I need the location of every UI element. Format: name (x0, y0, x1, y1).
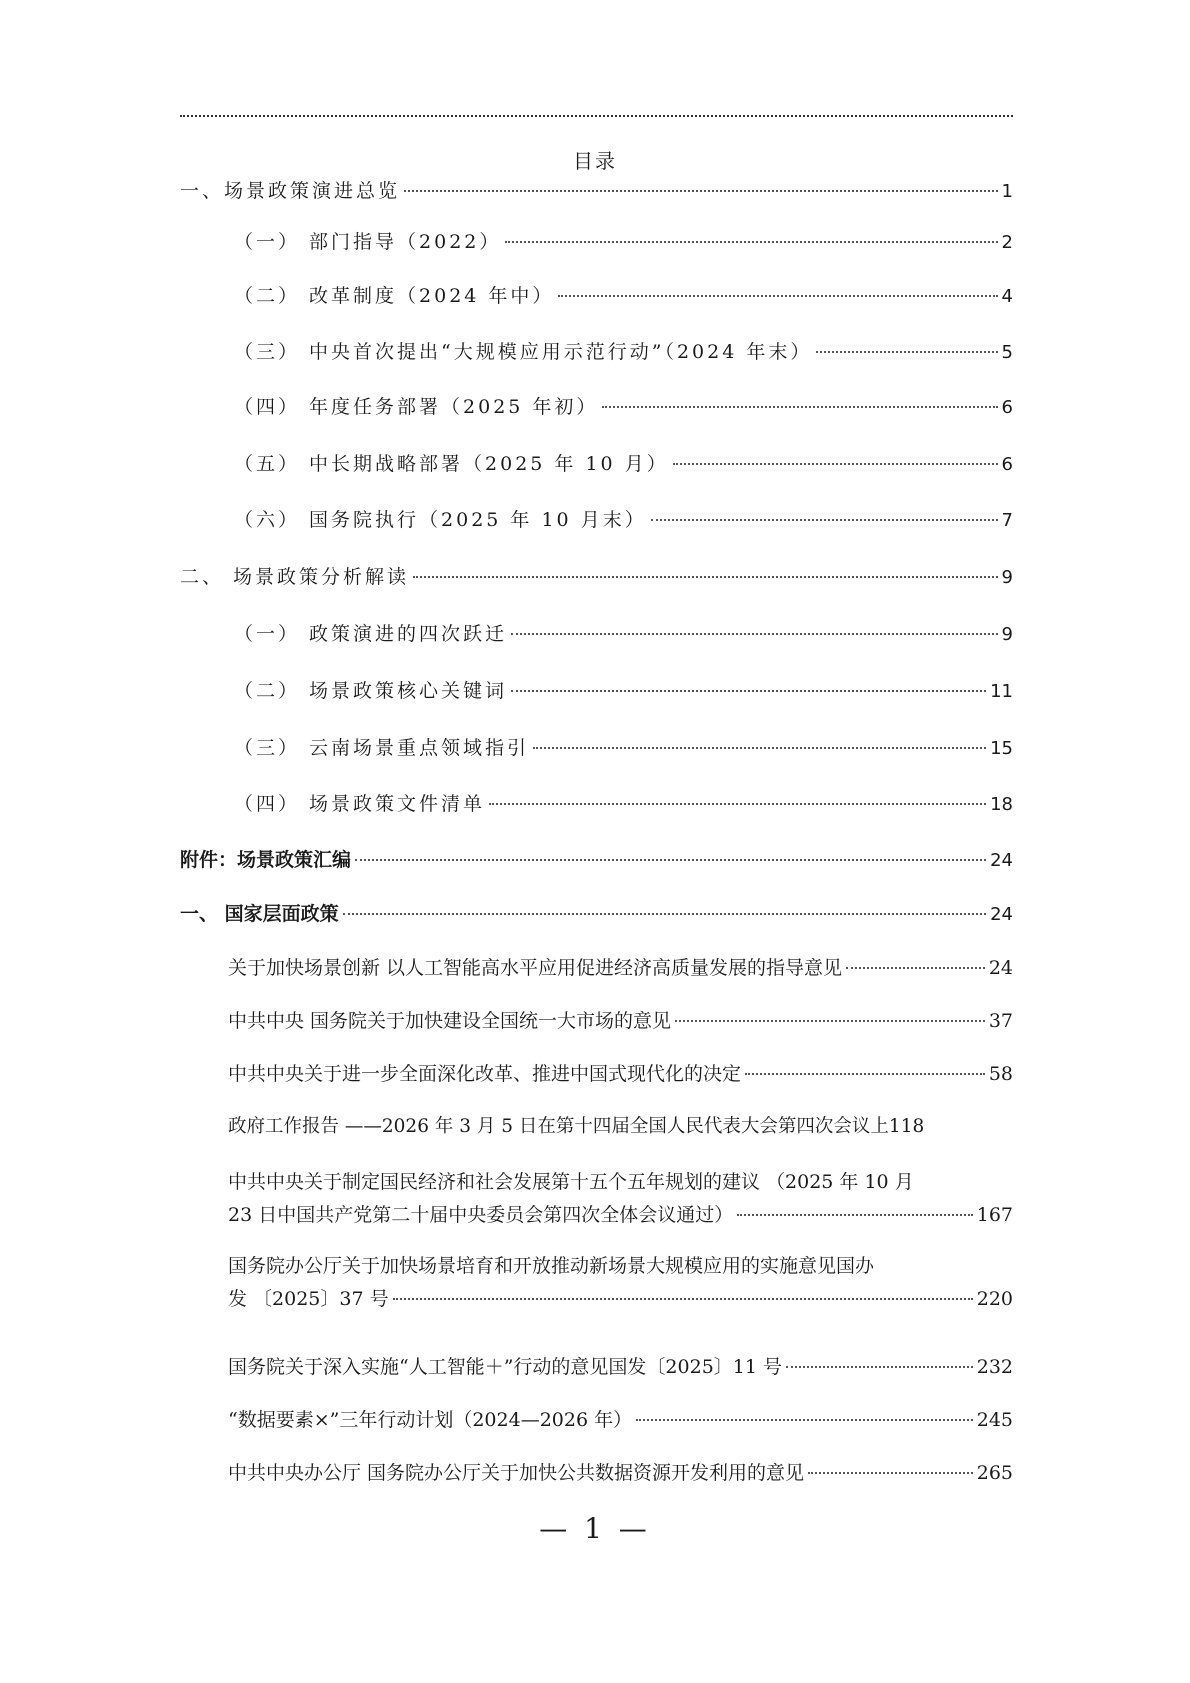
dot-leader (355, 859, 986, 861)
toc-entry-page: 232 (976, 1356, 1013, 1378)
toc-entry[interactable] (234, 733, 1013, 761)
toc-entry-label: （二） 场景政策核心关键词 (234, 680, 508, 702)
dot-leader (511, 633, 998, 635)
toc-entry-label: （四） 年度任务部署（2025 年初） (234, 396, 599, 418)
toc-entry-document[interactable] (228, 1405, 1013, 1433)
toc-entry-page: 6 (1001, 397, 1013, 418)
toc-entry-label: 一、 国家层面政策 (180, 903, 339, 925)
toc-entry-page: 11 (990, 681, 1013, 702)
dot-leader (808, 1472, 973, 1474)
toc-entry[interactable] (234, 392, 1013, 420)
toc-entry-page: 245 (976, 1409, 1013, 1431)
dot-leader (651, 519, 998, 521)
toc-entry[interactable] (234, 449, 1013, 477)
toc-entry-page: 15 (990, 738, 1013, 759)
dot-leader (602, 406, 997, 408)
toc-entry-label: （三） 云南场景重点领域指引 (234, 737, 530, 759)
toc-entry-page: 9 (1001, 567, 1013, 588)
dot-leader (846, 967, 985, 969)
toc-entry[interactable] (234, 789, 1013, 817)
toc-entry-page: 5 (1001, 342, 1013, 363)
toc-entry[interactable] (234, 337, 1013, 365)
dot-leader (786, 1366, 973, 1368)
toc-entry-label: 附件：场景政策汇编 (180, 849, 352, 871)
toc-entry-label: 中共中央 国务院关于加快建设全国统一大市场的意见 (228, 1010, 672, 1032)
toc-entry-label: 关于加快场景创新 以人工智能高水平应用促进经济高质量发展的指导意见 (228, 957, 843, 979)
toc-entry-label: 中共中央办公厅 国务院办公厅关于加快公共数据资源开发利用的意见 (228, 1462, 805, 1484)
dot-leader (404, 190, 998, 192)
toc-entry-label: （二） 改革制度（2024 年中） (234, 285, 555, 307)
toc-entry-label: （五） 中长期战略部署（2025 年 10 月） (234, 453, 669, 475)
toc-entry-page: 18 (990, 794, 1013, 815)
dot-leader (413, 576, 998, 578)
toc-entry-label: （一） 政策演进的四次跃迁 (234, 623, 508, 645)
toc-entry-label-line1: 中共中央关于制定国民经济和社会发展第十五个五年规划的建议 （2025 年 10 月 (228, 1171, 914, 1193)
toc-entry-document[interactable] (228, 1006, 1013, 1034)
toc-entry-document[interactable] (228, 1168, 1013, 1230)
toc-entry[interactable] (234, 227, 1013, 255)
toc-entry-document[interactable] (228, 1059, 1013, 1087)
toc-entry-page: 2 (1001, 232, 1013, 253)
toc-entry-page: 1 (1001, 181, 1013, 202)
toc-entry-page: 24 (988, 957, 1013, 979)
dot-leader (675, 1020, 985, 1022)
toc-entry-label: 政府工作报告 ——2026 年 3 月 5 日在第十四届全国人民代表大会第四次会议上 (228, 1116, 889, 1137)
toc-entry-page: 118 (888, 1116, 925, 1137)
toc-entry-label-line1: 国务院办公厅关于加快场景培育和开放推动新场景大规模应用的实施意见国办 (228, 1255, 875, 1277)
toc-entry-document[interactable] (228, 1112, 924, 1138)
toc-entry-page: 265 (976, 1462, 1013, 1484)
dot-leader (816, 351, 997, 353)
toc-entry-page: 6 (1001, 454, 1013, 475)
toc-entry[interactable] (234, 676, 1013, 704)
toc-entry-page: 167 (976, 1204, 1013, 1226)
toc-entry-label: 一、场景政策演进总览 (180, 180, 401, 202)
toc-entry-label: 二、 场景政策分析解读 (180, 566, 410, 588)
toc-entry-label: 国务院关于深入实施“人工智能＋”行动的意见国发〔2025〕11 号 (228, 1356, 782, 1378)
dot-leader (505, 241, 997, 243)
dot-leader (558, 295, 997, 297)
toc-entry[interactable] (234, 619, 1013, 647)
toc-entry-document[interactable] (228, 1252, 1013, 1314)
toc-entry-document[interactable] (228, 953, 1013, 981)
toc-entry-label-line2: 23 日中国共产党第二十届中央委员会第四次全体会议通过） (228, 1204, 734, 1226)
toc-entry-document[interactable] (228, 1458, 1013, 1486)
toc-entry[interactable] (234, 505, 1013, 533)
toc-entry-label: 中共中央关于进一步全面深化改革、推进中国式现代化的决定 (228, 1063, 742, 1085)
toc-entry-section[interactable] (180, 899, 1013, 927)
toc-entry-document[interactable] (228, 1352, 1013, 1380)
toc-entry-label: （四） 场景政策文件清单 (234, 793, 486, 815)
dot-leader (636, 1419, 973, 1421)
toc-entry-page: 220 (976, 1288, 1013, 1310)
page-number: — 1 — (539, 1512, 651, 1545)
dot-leader (737, 1214, 973, 1216)
toc-entry-page: 58 (988, 1063, 1013, 1085)
toc-entry-page: 7 (1001, 510, 1013, 531)
toc-entry-label-line2: 发 〔2025〕37 号 (228, 1288, 389, 1310)
dot-leader (533, 747, 986, 749)
toc-title: 目录 (573, 149, 617, 173)
dot-leader (393, 1298, 973, 1300)
toc-entry-page: 24 (990, 904, 1013, 925)
toc-entry[interactable] (180, 176, 1013, 204)
dot-leader (343, 913, 986, 915)
dot-leader (673, 463, 998, 465)
toc-entry-page: 37 (988, 1010, 1013, 1032)
toc-entry-page: 24 (990, 850, 1013, 871)
dot-leader (745, 1073, 985, 1075)
toc-entry-appendix[interactable] (180, 845, 1013, 873)
toc-entry-label: （三） 中央首次提出“大规模应用示范行动”（2024 年末） (234, 341, 813, 363)
toc-entry-label: （六） 国务院执行（2025 年 10 月末） (234, 509, 647, 531)
dot-leader (489, 803, 986, 805)
toc-entry-label: “数据要素×”三年行动计划（2024—2026 年） (228, 1409, 633, 1431)
toc-entry-page: 4 (1001, 286, 1013, 307)
toc-entry-label: （一） 部门指导（2022） (234, 231, 502, 253)
toc-entry[interactable] (234, 281, 1013, 309)
toc-entry[interactable] (180, 562, 1013, 590)
toc-entry-page: 9 (1001, 624, 1013, 645)
dot-leader (511, 690, 986, 692)
